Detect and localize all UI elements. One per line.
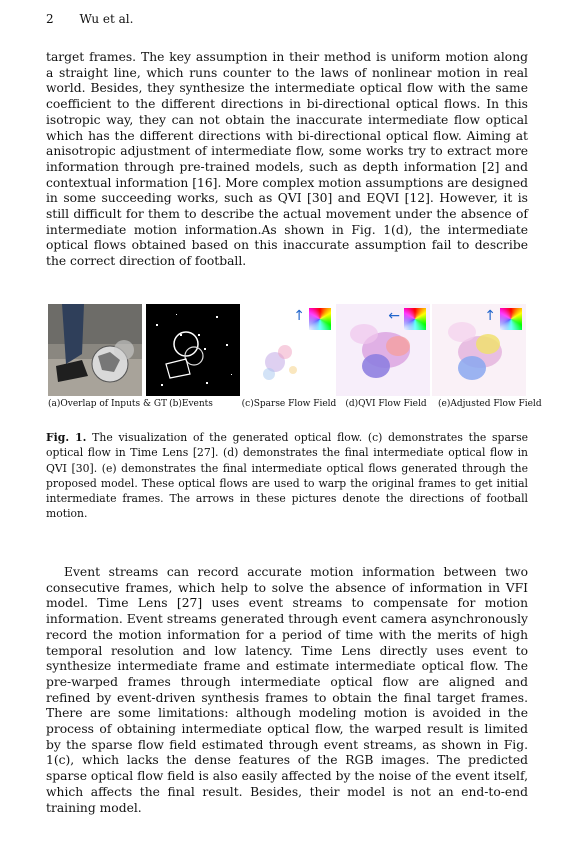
subfigure-caption-e: (e)Adjusted Flow Field — [438, 399, 542, 409]
figure-caption — [46, 430, 528, 522]
figure-label: Fig. 1. — [46, 431, 87, 444]
running-header — [46, 12, 133, 26]
page-number: 2 — [46, 12, 54, 26]
subfigure-caption-b: (b)Events — [169, 399, 213, 409]
arrow-left-icon: ← — [388, 308, 400, 324]
figure-caption-text: The visualization of the generated optical flow. (c) demonstrates the sparse optical flow in Time Lens [27]. (d) demonstrates the final intermediate optical flow in QVI [30]. (e) demonstrates the final intermediate optical flows generated through the proposed model. These optical flows are used to warp the original frames to get initial intermediate frames. The arrows in these pictures denote the directions of football motion. — [46, 431, 529, 521]
color-wheel-icon — [404, 308, 426, 330]
figure-panel-sparse-flow-image — [241, 304, 335, 396]
figure-panel-adjusted-flow-image — [432, 304, 526, 396]
color-wheel-icon — [309, 308, 331, 330]
figure-1 — [46, 304, 542, 414]
body-paragraph-2: Event streams can record accurate motion information between two consecutive frames, which help to solve the absence of information in VFI model. Time Lens [27] uses event streams to compensate for motion information. Event streams generated through event camera asynchronously record the motion information for a period of time with the merits of high temporal resolution and low latency. Time Lens directly uses event to synthesize intermediate frame and estimate intermediate optical flow. The pre-warped frames through intermediate optical flow are aligned and refined by event-driven synthesis frames to obtain the final target frames. There are some limitations: although modeling motion is avoided in the process of obtaining intermediate optical flow, the warped result is limited by the sparse flow field estimated through event streams, as shown in Fig. 1(c), which lacks the dense features of the RGB images. The predicted sparse optical flow field is also easily affected by the noise of the event itself, which affects the final result. Besides, their model is not an end-to-end training model. — [46, 565, 528, 815]
arrow-up-icon: ↑ — [484, 308, 496, 324]
subfigure-caption-c: (c)Sparse Flow Field — [241, 399, 337, 409]
figure-panel-overlap-image — [48, 304, 142, 396]
color-wheel-icon — [500, 308, 522, 330]
figure-panel-events-image — [146, 304, 240, 396]
subfigure-caption-d: (d)QVI Flow Field — [345, 399, 427, 409]
running-title: Wu et al. — [79, 12, 134, 26]
arrow-up-icon: ↑ — [293, 308, 305, 324]
figure-panel-qvi-flow-image — [336, 304, 430, 396]
body-paragraph-1: target frames. The key assumption in their method is uniform motion along a straight line, which runs counter to the laws of nonlinear motion in real world. Besides, they synthesize the intermediate optical flow with the same coefficient to the different directions in bi-directional optical flows. In this isotropic way, they can not obtain the inaccurate intermediate flow optical which has the different directions with bi-directional optical flow. Aiming at anisotropic adjustment of intermediate flow, some works try to extract more information through pre-trained models, such as depth information [2] and contextual information [16]. More complex motion assumptions are designed in some succeeding works, such as QVI [30] and EQVI [12]. However, it is still difficult for them to describe the actual movement under the absence of intermediate motion information.As shown in Fig. 1(d), the intermediate optical flows obtained based on this inaccurate assumption fail to describe the correct direction of football. — [46, 50, 528, 269]
subfigure-caption-a: (a)Overlap of Inputs & GT — [48, 399, 168, 409]
